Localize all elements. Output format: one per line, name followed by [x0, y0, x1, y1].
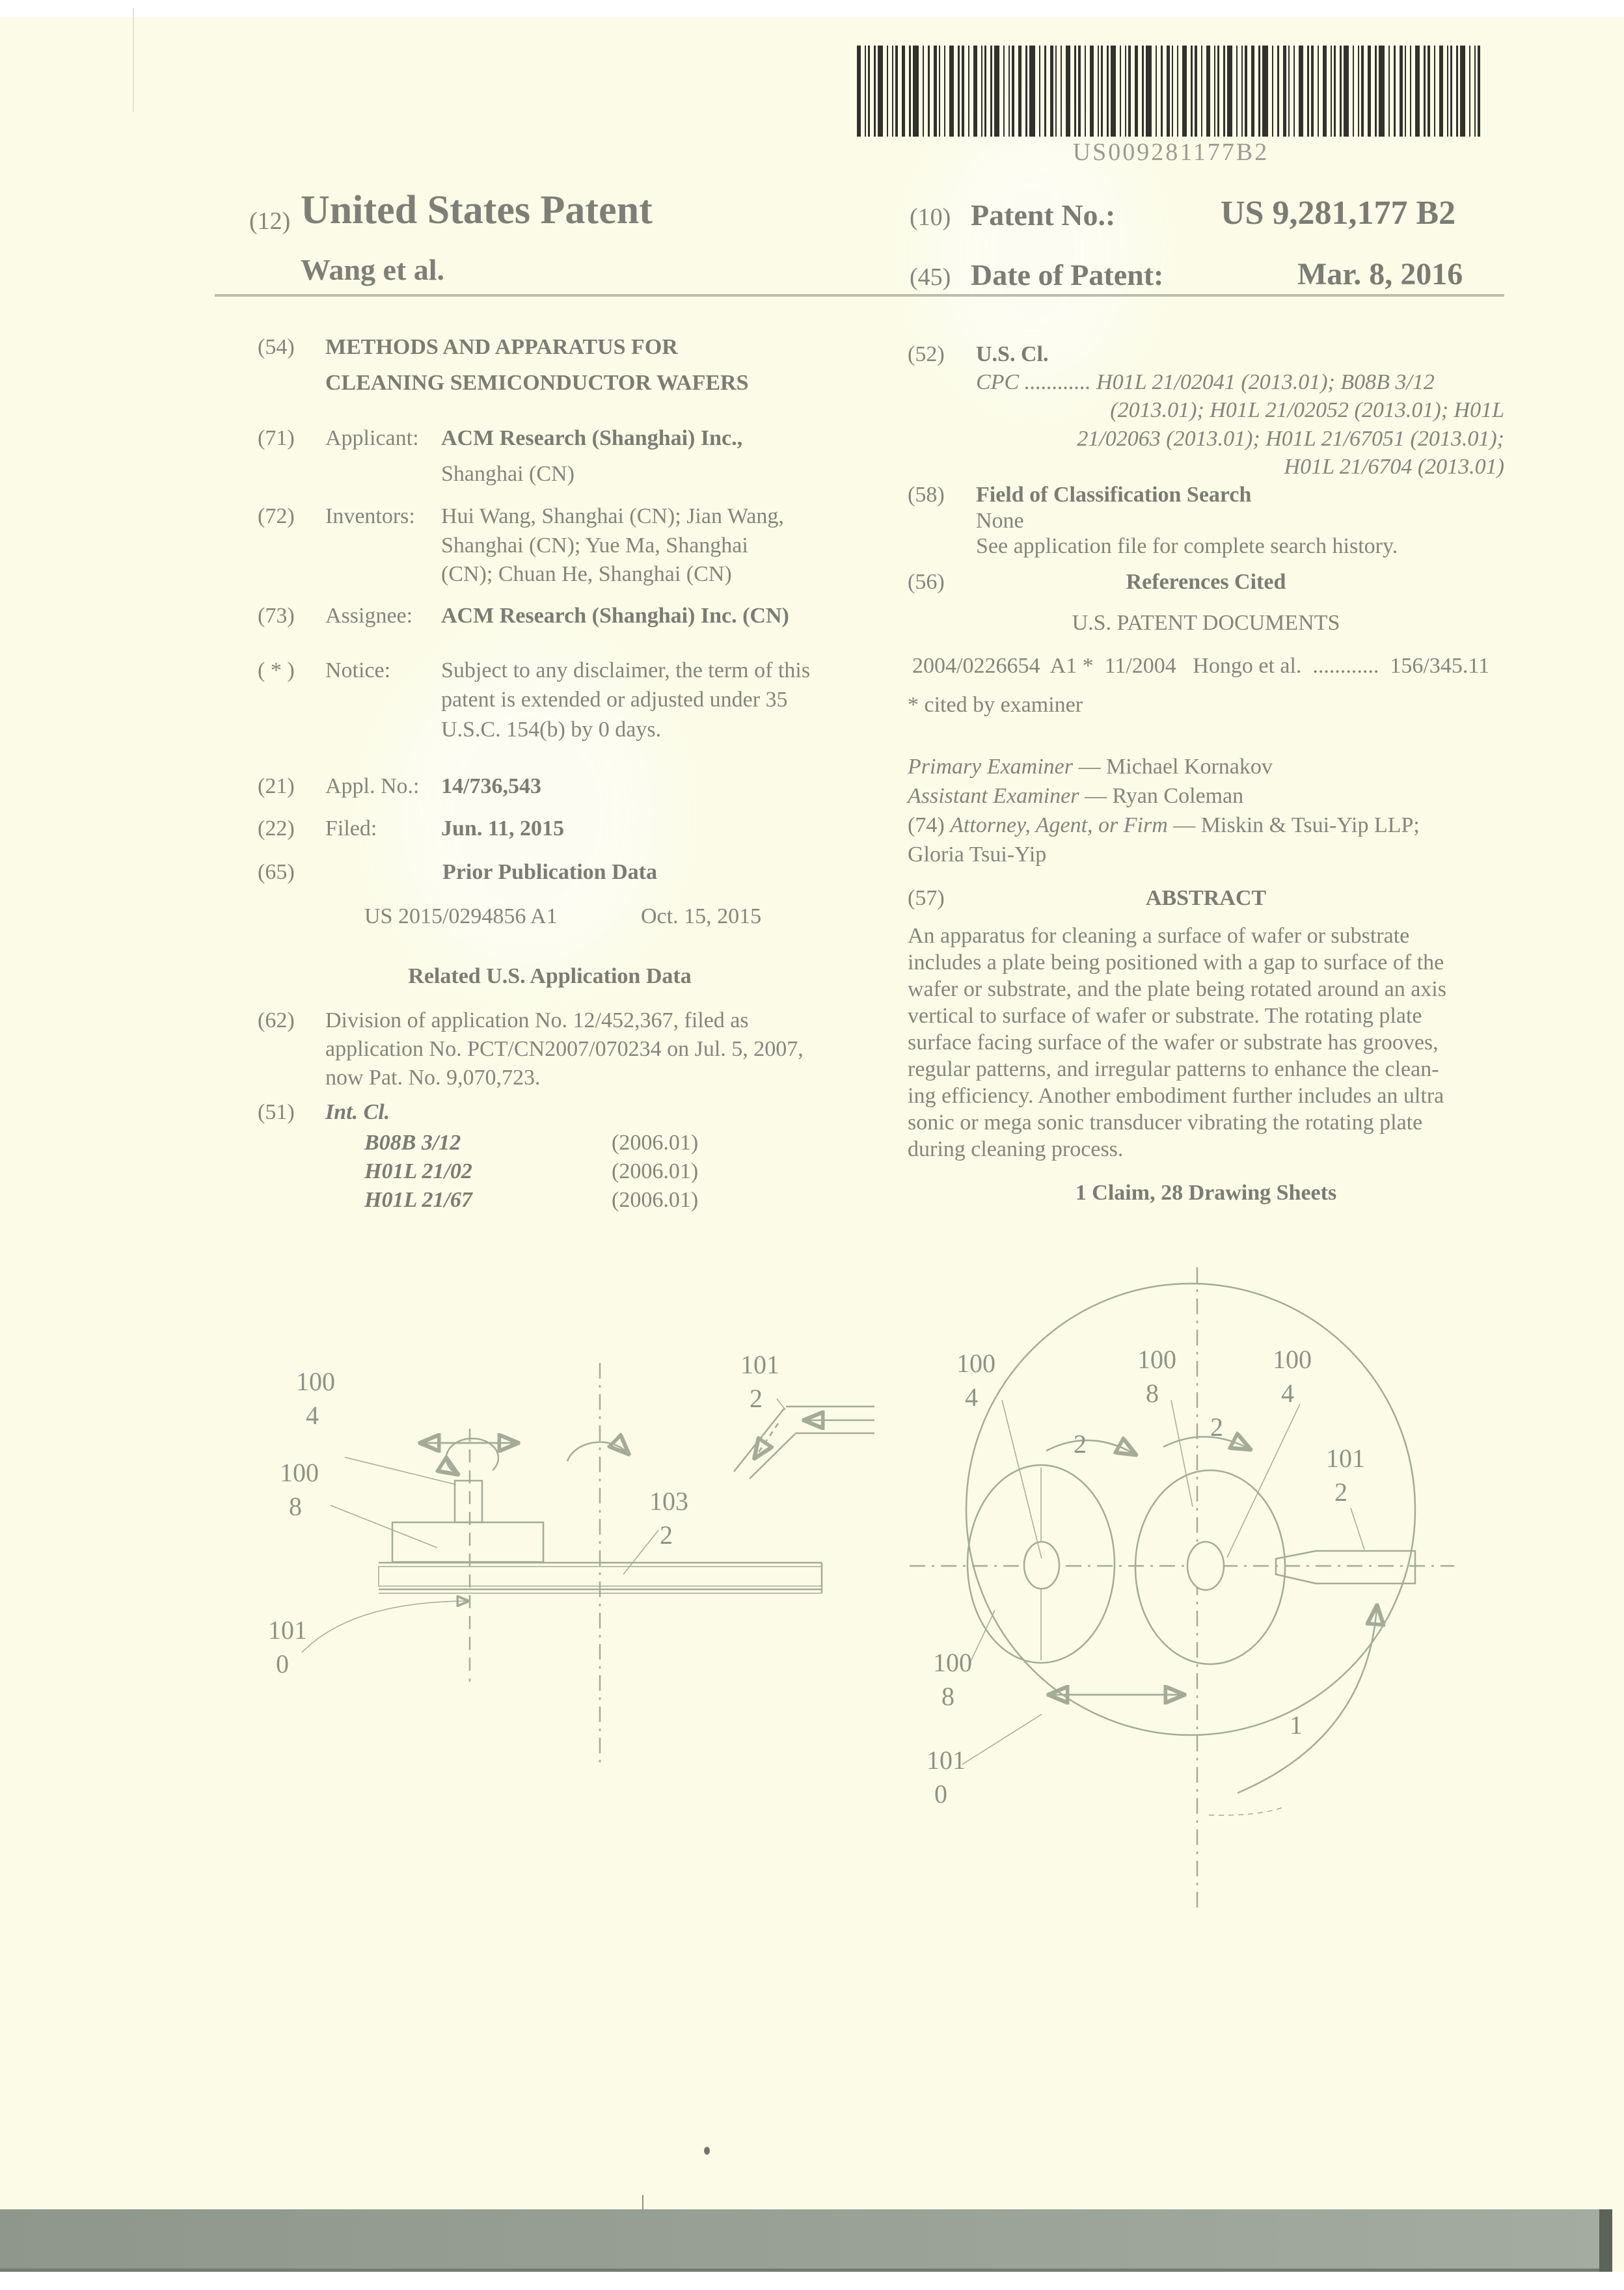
inventor-short-line: Wang et al. — [301, 253, 445, 286]
inventors-label: Inventors: — [325, 504, 415, 528]
fig2-label-1008-top-b: 8 — [1146, 1379, 1159, 1408]
patent-number: US 9,281,177 B2 — [1221, 195, 1456, 232]
leader-1004 — [345, 1457, 456, 1485]
fig1-label-1008-b: 8 — [289, 1492, 302, 1521]
abstract-line: sonic or mega sonic transducer vibrating the rotating plate — [908, 1111, 1423, 1135]
notice-label: Notice: — [325, 658, 391, 682]
field-21-tag: (21) — [258, 774, 295, 798]
us-cl-label: U.S. Cl. — [976, 342, 1049, 366]
cpc-line4: H01L 21/6704 (2013.01) — [1284, 455, 1504, 479]
figure-top-view — [898, 1256, 1594, 1945]
abstract-line: An apparatus for cleaning a surface of wafer or substrate — [908, 924, 1410, 948]
figure-side-view — [247, 1340, 898, 1796]
fig2-label-1004-right-a: 100 — [1273, 1345, 1312, 1374]
leader-1004-right — [1227, 1404, 1300, 1557]
fig2-label-1010-b: 0 — [934, 1779, 947, 1809]
field-search-note: See application file for complete search history. — [976, 534, 1398, 558]
fig2-label-1004-left-b: 4 — [965, 1382, 978, 1412]
fig1-label-1032-a: 103 — [649, 1487, 688, 1516]
plate-left-rotation-arrow — [1046, 1440, 1133, 1453]
int-cl-code: H01L 21/02 — [364, 1159, 472, 1183]
field-52-tag: (52) — [908, 342, 945, 366]
leader-1032 — [623, 1530, 658, 1574]
barcode-text: US009281177B2 — [1072, 139, 1269, 166]
field-51-tag: (51) — [258, 1100, 295, 1124]
field-73-tag: (73) — [258, 604, 295, 628]
primary-examiner-role: Primary Examiner — [908, 755, 1074, 779]
division-line2: application No. PCT/CN2007/070234 on Jul. 5, 2007, — [325, 1037, 804, 1061]
fig2-label-1008-bottom-b: 8 — [941, 1682, 954, 1711]
int-cl-version: (2006.01) — [612, 1188, 699, 1212]
assignee-label: Assignee: — [325, 604, 413, 628]
leader-1012 — [777, 1399, 785, 1410]
related-data-heading: Related U.S. Application Data — [408, 964, 692, 988]
field-56-tag: (56) — [908, 570, 945, 594]
leader-1008-bottom — [969, 1610, 995, 1665]
attorney-line — [908, 813, 1420, 838]
date-tag: (45) — [910, 263, 951, 291]
int-cl-code: B08B 3/12 — [364, 1131, 461, 1155]
kind-code-tag: (12) — [249, 208, 291, 235]
int-cl-label: Int. Cl. — [325, 1100, 390, 1124]
leader-1012 — [1351, 1508, 1364, 1550]
nozzle-tip-line — [734, 1408, 785, 1472]
cpc-line1: CPC ............ H01L 21/02041 (2013.01); B08B 3/12 — [976, 370, 1435, 394]
field-54-tag: (54) — [258, 335, 295, 359]
plate-right-hub — [1187, 1542, 1224, 1590]
applicant-line1: ACM Research (Shanghai) Inc., — [441, 426, 743, 450]
cleaning-plate — [392, 1522, 543, 1562]
nozzle-tip-line — [750, 1434, 795, 1479]
fig1-label-1032-b: 2 — [660, 1520, 673, 1550]
scan-speck — [704, 2147, 710, 2155]
plate-right-rotation-arrow — [1163, 1436, 1248, 1448]
fig2-label-rotation-left: 2 — [1074, 1429, 1087, 1459]
notice-line1: Subject to any disclaimer, the term of this — [441, 658, 811, 682]
notice-line2: patent is extended or adjusted under 35 — [441, 688, 788, 712]
page-title: United States Patent — [301, 188, 653, 232]
fig2-label-1008-bottom-a: 100 — [933, 1648, 972, 1677]
leader-1010 — [962, 1714, 1042, 1764]
rotation-arrow-tail — [1209, 1807, 1283, 1815]
field-71-tag: (71) — [258, 426, 295, 450]
assistant-examiner-role: Assistant Examiner — [908, 784, 1079, 808]
attorney-role: Attorney, Agent, or Firm — [950, 813, 1168, 837]
int-cl-code: H01L 21/67 — [364, 1188, 472, 1212]
fig2-label-wafer: 1 — [1290, 1710, 1303, 1740]
abstract-line: includes a plate being positioned with a gap to surface of the — [908, 950, 1444, 975]
assistant-examiner-line — [908, 784, 1243, 809]
patent-date: Mar. 8, 2016 — [1297, 257, 1463, 291]
division-line1: Division of application No. 12/452,367, filed as — [325, 1008, 749, 1032]
filed-value: Jun. 11, 2015 — [441, 816, 564, 841]
abstract-line: during cleaning process. — [908, 1137, 1124, 1161]
scan-bottom-margin — [0, 2272, 1624, 2290]
leader-1008 — [331, 1505, 437, 1548]
field-58-tag: (58) — [908, 483, 945, 507]
appl-no-value: 14/736,543 — [441, 774, 541, 798]
fig1-label-1010-b: 0 — [276, 1649, 289, 1678]
fig1-label-1010-a: 101 — [268, 1615, 307, 1645]
assistant-examiner-name: — Ryan Coleman — [1079, 784, 1244, 808]
fig1-label-1004-a: 100 — [296, 1367, 335, 1396]
cpc-line3: 21/02063 (2013.01); H01L 21/67051 (2013.01); — [1077, 427, 1504, 451]
prior-pub-number: US 2015/0294856 A1 — [364, 904, 558, 928]
axis-rotation-arrow — [567, 1442, 627, 1461]
leader-1004-left — [1002, 1400, 1042, 1559]
barcode — [857, 46, 1485, 137]
assignee-value: ACM Research (Shanghai) Inc. (CN) — [441, 604, 789, 628]
field-65-tag: (65) — [258, 860, 295, 884]
inventors-line3: (CN); Chuan He, Shanghai (CN) — [441, 562, 732, 586]
fig2-label-1004-right-b: 4 — [1281, 1379, 1294, 1408]
int-cl-version: (2006.01) — [612, 1131, 699, 1155]
cpc-line2: (2013.01); H01L 21/02052 (2013.01); H01L — [1110, 398, 1504, 422]
shaft — [455, 1481, 482, 1522]
patent-no-label: Patent No.: — [971, 198, 1116, 232]
fig1-label-1012-a: 101 — [740, 1350, 779, 1379]
prior-pub-date: Oct. 15, 2015 — [641, 904, 762, 928]
abstract-line: wafer or substrate, and the plate being rotated around an axis — [908, 977, 1446, 1001]
plate-left-hub — [1024, 1542, 1059, 1589]
prior-pub-heading: Prior Publication Data — [442, 860, 657, 884]
header-rule — [215, 294, 1504, 297]
division-line3: now Pat. No. 9,070,723. — [325, 1066, 541, 1090]
fig2-label-rotation-right: 2 — [1210, 1412, 1223, 1442]
abstract-heading: ABSTRACT — [1145, 886, 1267, 910]
invention-title-line2: CLEANING SEMICONDUCTOR WAFERS — [325, 371, 749, 395]
claim-sheets-line: 1 Claim, 28 Drawing Sheets — [1075, 1181, 1337, 1205]
leader-1010 — [302, 1601, 467, 1652]
abstract-line: surface facing surface of the wafer or substrate has grooves, — [908, 1030, 1439, 1055]
field-22-tag: (22) — [258, 816, 295, 841]
patent-no-tag: (10) — [910, 204, 951, 231]
field-search-label: Field of Classification Search — [976, 483, 1252, 507]
wafer-circle — [966, 1284, 1415, 1735]
notice-line3: U.S.C. 154(b) by 0 days. — [441, 718, 662, 742]
field-search-none: None — [976, 509, 1024, 533]
leader-1008-top — [1171, 1400, 1193, 1507]
scanner-band — [0, 2209, 1612, 2272]
fig2-label-1012-b: 2 — [1334, 1477, 1347, 1507]
fig1-label-1004-b: 4 — [306, 1401, 319, 1430]
primary-examiner-name: — Michael Kornakov — [1073, 755, 1273, 779]
field-57-tag: (57) — [908, 886, 945, 910]
abstract-line: regular patterns, and irregular patterns to enhance the clean- — [908, 1057, 1439, 1081]
field-74-tag: (74) — [908, 813, 945, 837]
nozzle — [1276, 1551, 1415, 1583]
abstract-line: vertical to surface of wafer or substrate. The rotating plate — [908, 1004, 1422, 1028]
fig2-label-1012-a: 101 — [1326, 1444, 1365, 1473]
abstract-line: ing efficiency. Another embodiment further includes an ultra — [908, 1084, 1444, 1108]
field-72-tag: (72) — [258, 504, 295, 528]
cited-by-examiner-note: * cited by examiner — [908, 693, 1083, 717]
field-62-tag: (62) — [258, 1008, 295, 1032]
fig1-label-1012-b: 2 — [750, 1384, 763, 1413]
fig2-label-1008-top-a: 100 — [1137, 1345, 1176, 1374]
int-cl-version: (2006.01) — [612, 1159, 699, 1183]
date-label: Date of Patent: — [971, 258, 1164, 291]
page-edge-line — [133, 8, 134, 112]
attorney-firm: — Miskin & Tsui-Yip LLP; — [1167, 813, 1420, 837]
scan-top-margin — [0, 0, 1624, 17]
applicant-label: Applicant: — [325, 426, 419, 450]
notice-tag: ( * ) — [258, 658, 295, 682]
invention-title-line1: METHODS AND APPARATUS FOR — [325, 335, 678, 359]
fig2-label-1010-a: 101 — [927, 1745, 966, 1775]
inventors-line2: Shanghai (CN); Yue Ma, Shanghai — [441, 533, 748, 558]
appl-no-label: Appl. No.: — [325, 774, 420, 798]
attorney-line2: Gloria Tsui-Yip — [908, 842, 1047, 867]
fig1-label-1008-a: 100 — [280, 1458, 319, 1487]
references-heading: References Cited — [1126, 570, 1286, 594]
reference-entry: 2004/0226654 A1 * 11/2004 Hongo et al. ............ 156/345.11 — [912, 654, 1490, 678]
scanner-band-corner — [1599, 2209, 1612, 2272]
us-patent-docs-heading: U.S. PATENT DOCUMENTS — [1072, 611, 1340, 635]
wafer-rotation-arrow — [1238, 1608, 1377, 1793]
inventors-line1: Hui Wang, Shanghai (CN); Jian Wang, — [441, 504, 784, 528]
applicant-line2: Shanghai (CN) — [441, 462, 575, 486]
filed-label: Filed: — [325, 816, 377, 841]
fig2-label-1004-left-a: 100 — [956, 1349, 995, 1378]
primary-examiner-line — [908, 755, 1273, 779]
